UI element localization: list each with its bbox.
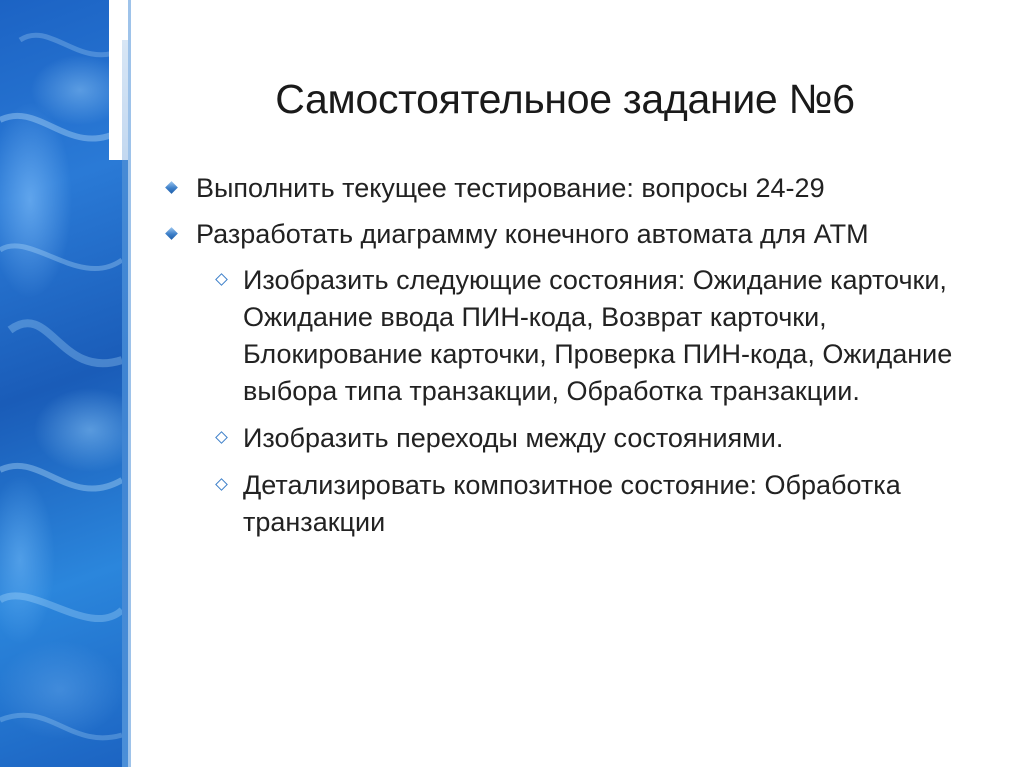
hollow-diamond-icon <box>215 273 228 286</box>
sub-bullet-list <box>163 262 1003 541</box>
sub-bullet-text: Детализировать композитное состояние: Обработка транзакции <box>243 470 901 537</box>
sub-bullet-item <box>214 262 1003 410</box>
bullet-text: Разработать диаграмму конечного автомата для АТМ <box>196 219 869 249</box>
sub-bullet-text: Изобразить переходы между состояниями. <box>243 423 784 453</box>
water-texture-graphic <box>0 0 122 767</box>
hollow-diamond-icon <box>215 478 228 491</box>
bullet-text: Выполнить текущее тестирование: вопросы 24-29 <box>196 173 825 203</box>
bullet-item <box>163 170 1003 207</box>
filled-diamond-icon <box>165 227 178 240</box>
hollow-diamond-icon <box>215 431 228 444</box>
sub-bullet-item <box>214 420 1003 457</box>
sub-bullet-text: Изобразить следующие состояния: Ожидание карточки, Ожидание ввода ПИН-кода, Возврат карточки, Блокирование карточки, Проверка ПИН-кода, Ожидание выбора типа транзакции, Обработка транзакции. <box>243 265 953 406</box>
slide-content <box>163 170 1003 551</box>
title-band-edge <box>122 40 128 160</box>
side-stripe-highlight <box>128 0 131 767</box>
slide-title: Самостоятельное задание №6 <box>275 76 855 122</box>
decorative-side-panel <box>0 0 122 767</box>
filled-diamond-icon <box>165 181 178 194</box>
sub-bullet-item <box>214 467 1003 541</box>
bullet-item <box>163 216 1003 253</box>
